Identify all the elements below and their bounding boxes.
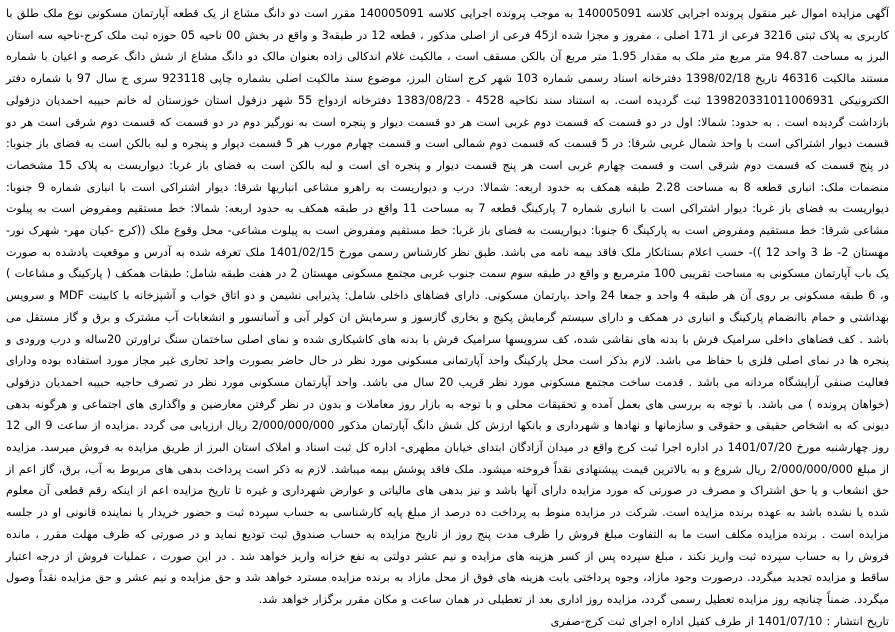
notice-footer: تاریخ انتشار : 1401/07/10 از طرف کفیل اداره اجرای ثبت کرج-صفری [550, 614, 889, 628]
notice-body: آگهی مزایده اموال غیر منقول پرونده اجرایی کلاسه 140005091 به موجب پرونده اجرایی کلاسه 140005091 مقرر است دو دانگ مشاع از یک قطعه آپارتمان مسکونی نوع ملک طلق با کاربری به پلاک ثبتی 3216 فرعی از 171 اصلی ، مفروز و مجزا شده از45 فرعی از اصلی مذکور ، قطعه 12 در طبقه3 و واقع در بخش 00 ناحیه 05 حوزه ثبت ملک کرج-ناحیه سه استان البرز به مساحت 94.87 متر مربع متر ملک به مقدار 1.95 متر مربع آن بالکن مسقف است ، مالکیت غلام اندکالی زاده بعنوان مالک دو دانگ مشاع از شش دانگ عرصه و اعیان با شماره مستند مالکیت 46316 تاریخ 1398/02/18 دفترخانه اسناد رسمی شماره 103 شهر کرج استان البرز، موضوع سند مالکیت اصلی بشماره چاپی 923118 سری ج سال 97 با شماره دفتر الکترونیکی 139820331011006931 ثبت گردیده است. به استناد سند نکاحیه 4528 - 1383/08/23 دفترخانه ازدواج 55 شهر دزفول استان خوزستان له خانم حبیبه احمدیان دزفولی بازداشت گردیده است . به حدود: شمالا: اول در دو قسمت که قسمت دوم غربی است هر دو قسمت دیوار و پنجره است به نورگیر دوم در دو قسمت که قسمت دوم شرقی است هر دو قسمت دیوار اشتراکی است با واحد شمال غربی شرقا: در 5 قسمت که قسمت دوم شمالی است و قسمت چهارم مورب هر 5 قسمت دیوار و پنجره و لبه بالکن است به فضای باز جنوبا: در پنج قسمت که قسمت دوم شرقی است و قسمت چهارم غربی است هر پنج قسمت دیوار و پنجره ای است و لبه بالکن است به فضای باز غربا: دیواریست به پلاک 15 مشخصات منضمات ملک: انباری قطعه 8 به مساحت 2.28 طبقه همکف به حدود اربعه: شمالا: درب و دیواریست به راهرو مشاعی انباریها شرقا: دیوار اشتراکی است با انباری شماره 9 جنوبا: دیواریست به فضای باز غربا: دیوار اشتراکی است با انباری شماره 7 پارکینگ قطعه 7 به مساحت 11 واقع در طبقه همکف به حدود اربعه: شمالا: خط مستقیم ومفروض است به پیلوت مشاعی شرقا: خط مستقیم ومفروض است به پارکینگ 6 جنوبا: دیواریست به فضای باز غربا: خط مستقیم ومفروض است به پیلوت مشاعی- محل وقوع ملک ((کرج -کیان مهر- شهرک نور- مهستان 2- ط 3 واحد 12 ))- حسب اعلام بستانکار ملک فاقد بیمه نامه می باشد. طبق نظر کارشناس رسمی مورخ 1401/02/15 ملک تعرفه شده به آدرس و موقعیت یادشده به صورت یک باب آپارتمان مسکونی به مساحت تقریبی 100 مترمربع و واقع در طبقه سوم سمت جنوب غربی مجتمع مسکونی مهستان 2 در هفت طبقه شامل: طبقات همکف ( پارکینگ و مشاعات ) و، 6 طبقه مسکونی بر روی آن هر طبقه 4 واحد و جمعا 24 واحد ،پارتمان مسکونی. دارای فضاهای داخلی شامل: پذیرایی نشیمن و دو اتاق خواب و آشپزخانه با کابینت MDF و سرویس بهداشتی و حمام باانضمام پارکینگ و انباری در همکف و دارای سیستم گرمایش پکیج و بخاری گازسوز و سرمایش ان کولر آبی و آسانسور و انشعابات آب مشترک و برق و گاز مستقل می باشد . کف فضاهای داخلی سرامیک فرش با بدنه های نقاشی شده، کف سرویسها سرامیک فرش با بدنه های کاشیکاری شده و نمای اصلی ساختمان سنگ تراورتن 20ساله و درب ورودی و پنجره ها در نمای اصلی فلزی با حفاظ می باشد. لازم بذکر است محل پارکینگ واحد آپارتمانی مسکونی مورد نظر در حال حاضر بصورت واحد تجاری غیر مجاز مورد استفاده بوده ودارای فعالیت صنفی آرایشگاه مردانه می باشد . قدمت ساخت مجتمع مسکونی مورد نظر قریب 20 سال می باشد. واحد آپارتمان مسکونی مورد نظر در تصرف حاجیه حبیبه احمدیان دزفولی (خواهان پرونده ) می باشد. با توجه به بررسی های بعمل آمده و تحقیقات محلی و با توجه به بازار روز معاملات و بدون در نظر گرفتن معارضین و واگذاری های اجتماعی و هرگونه بدهی دیونی که به اشخاص حقیقی و حقوقی و سازمانها و نهادها و شهرداری و بانکها ارزش کل شش دانگ آپارتمان مذکور 2/000/000/000 ریال ارزیابی می گردد .مزایده از ساعت 9 الی 12 روز چهارشنبه مورخ 1401/07/20 در اداره اجرا ثبت کرج واقع در میدان آزادگان ابتدای خیابان مطهری- اداره کل ثبت اسناد و املاک استان البرز از طریق مزایده به فروش میرسد. مزایده از مبلغ 2/000/000/000 ریال شروع و به بالاترین قیمت پیشنهادی نقداً فروخته میشود. ملک فاقد پوشش بیمه میباشد. لازم به ذکر است پرداخت بدهی های مربوط به آب، برق، گاز اعم از حق انشعاب و یا حق اشتراک و مصرف در صورتی که مورد مزایده دارای آنها باشد و نیز بدهی های مالیاتی و عوارض شهرداری و غیره تا تاریخ مزایده اعم از اینکه رقم قطعی آن معلوم شده یا نشده باشد به عهده برنده مزایده است. شرکت در مزایده منوط به پرداخت ده درصد از مبلغ پایه کارشناسی به حساب سپرده ثبت و حضور خریدار یا نماینده قانونی او در جلسه مزایده است . برنده مزایده مکلف است ما به التفاوت مبلغ فروش را ظرف مدت پنج روز از تاریخ مزایده به حساب صندوق ثبت تودیع نماید و در صورتی که ظرف مهلت مقرر ، مانده فروش را به حساب سپرده ثبت واریز نکند ، مبلغ سپرده پس از کسر هزینه های مزایده و نیم عشر دولتی به نفع خزانه واریز خواهد شد . در این صورت ، عملیات فروش از درجه اعتبار ساقط و مزایده تجدید میگردد. درصورت وجود مازاد، وجوه پرداختی بابت هزینه های فوق از محل مازاد به برنده مزایده مسترد خواهد شد و حق مزایده و نیم عشر و حق مزایده نقداً وصول میگردد. ضمناً چنانچه روز مزایده تعطیل رسمی گردد، مزایده روز اداری بعد از تعطیلی در همان ساعت و مکان مقرر برگزار خواهد شد. [6, 7, 890, 606]
